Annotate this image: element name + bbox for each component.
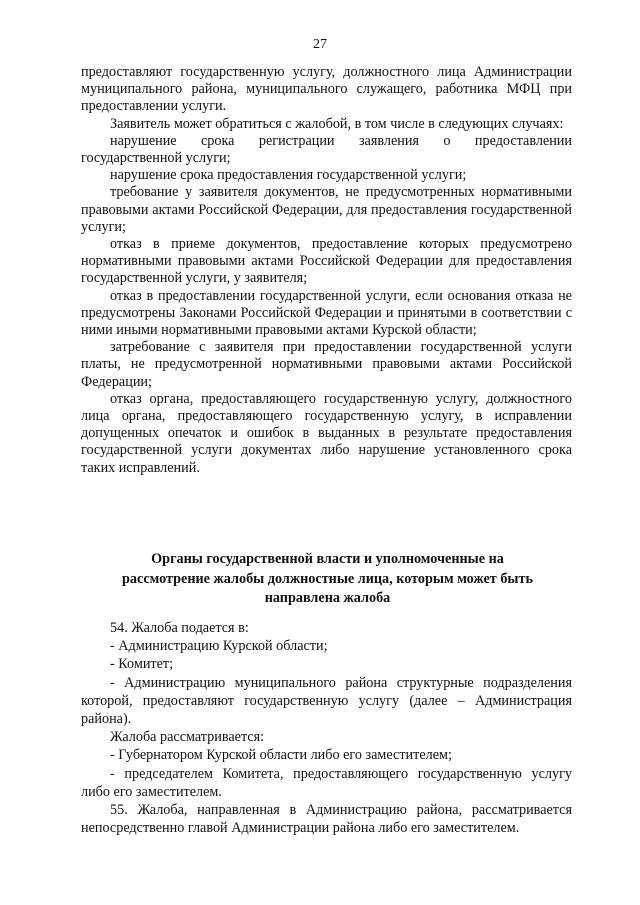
list-item: отказ органа, предоставляющего государственную услугу, должностного лица органа, предоставляющего государственную услугу, в исправлении допущенных опечаток и ошибок в выданных в результате предоставления государственной услуги документах либо нарушение установленного срока таких исправлений. (81, 390, 572, 476)
complaint-cases-section (81, 64, 572, 477)
list-item: требование у заявителя документов, не предусмотренных нормативными правовыми актами Российской Федерации, для предоставления государственной услуги; (81, 184, 572, 235)
paragraph: Жалоба рассматривается: (110, 729, 265, 746)
paragraph: Заявитель может обратиться с жалобой, в том числе в следующих случаях: (110, 115, 564, 132)
list-item: нарушение срока предоставления государственной услуги; (110, 167, 467, 184)
section-heading: Органы государственной власти и уполномоченные на рассмотрение жалобы должностные лица, которым может быть направлена жалоба (122, 551, 533, 606)
list-item: - Администрацию Курской области; (110, 638, 328, 655)
list-item: - Комитет; (110, 656, 174, 673)
list-item: - Губернатором Курской области либо его заместителем; (110, 747, 452, 764)
complaint-recipients-section (81, 619, 572, 837)
clause-55: 55. Жалоба, направленная в Администрацию района, рассматривается непосредственно главой Администрации района либо его заместителем. (81, 802, 572, 837)
list-item: затребование с заявителя при предоставлении государственной услуги платы, не предусмотренной нормативными правовыми актами Российской Федерации; (81, 339, 572, 390)
clause-54: 54. Жалоба подается в: (110, 620, 249, 636)
list-item: - Администрацию муниципального района структурные подразделения которой, предоставляют государственную услугу (далее – Администрация района). (81, 674, 572, 728)
page-number: 27 (313, 37, 327, 52)
paragraph: предоставляют государственную услугу, должностного лица Администрации муниципального района, муниципального служащего, работника МФЦ при предоставлении услуги. (81, 64, 572, 115)
list-item: отказ в предоставлении государственной услуги, если основания отказа не предусмотрены Законами Российской Федерации и принятыми в соответствии с ними иными нормативными правовыми актами Курской области; (81, 287, 572, 339)
list-item: нарушение срока регистрации заявления о предоставлении государственной услуги; (81, 132, 572, 167)
list-item: отказ в приеме документов, предоставление которых предусмотрено нормативными правовыми актами Российской Федерации для предоставления государственной услуги, у заявителя; (81, 236, 572, 287)
list-item: - председателем Комитета, предоставляющего государственную услугу либо его заместителем. (81, 765, 572, 800)
